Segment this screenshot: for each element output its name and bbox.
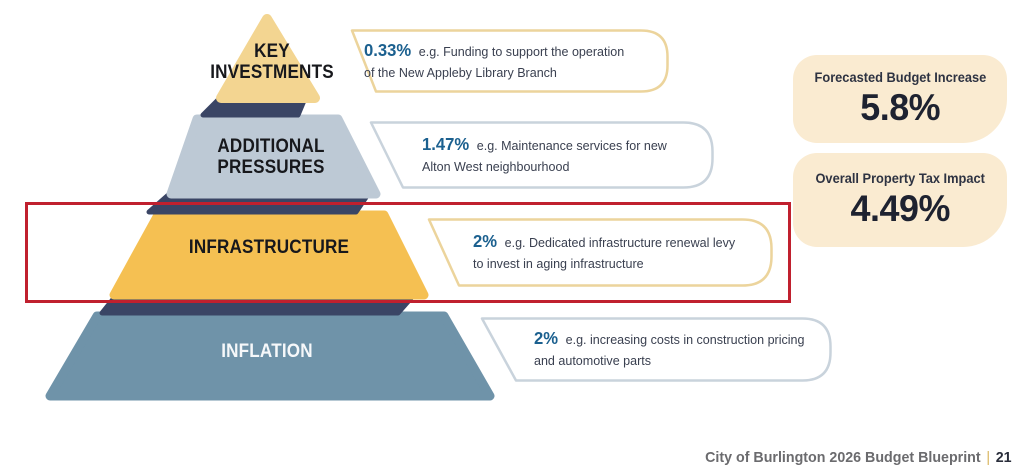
callout-additional-pressures <box>367 121 714 189</box>
callout-line2: and automotive parts <box>534 353 652 368</box>
tier-label-inflation: INFLATION <box>221 341 313 362</box>
callout-line2: of the New Appleby Library Branch <box>364 64 557 80</box>
callout-line1: e.g. Funding to support the operation <box>418 43 625 59</box>
forecasted-budget-increase-box <box>793 55 1007 143</box>
summary-label: Overall Property Tax Impact <box>815 170 985 186</box>
callout-line2: to invest in aging infrastructure <box>473 256 644 271</box>
summary-value: 4.49% <box>850 187 950 229</box>
callout-line1: e.g. increasing costs in construction pricing <box>565 332 805 347</box>
overall-property-tax-impact-box <box>793 153 1007 247</box>
callout-inflation <box>478 317 832 382</box>
summary-label: Forecasted Budget Increase <box>814 69 986 85</box>
callout-key-investments <box>348 29 669 93</box>
callout-pct: 1.47% <box>422 133 470 154</box>
tier-label-infrastructure: INFRASTRUCTURE <box>188 237 350 258</box>
callout-pct: 0.33% <box>364 39 412 60</box>
callout-line1: e.g. Maintenance services for new <box>476 137 667 153</box>
page-footer <box>706 449 1012 466</box>
page-number: 21 <box>996 449 1012 466</box>
callout-line1: e.g. Dedicated infrastructure renewal levy <box>504 235 736 250</box>
callout-line2: Alton West neighbourhood <box>422 158 570 174</box>
tier-label-key-investments: KEY INVESTMENTS <box>210 41 334 83</box>
callout-pct: 2% <box>473 231 498 251</box>
callout-pct: 2% <box>534 328 559 348</box>
footer-title: City of Burlington 2026 Budget Blueprint <box>705 449 982 466</box>
tier-label-additional-pressures: ADDITIONAL PRESSURES <box>217 136 325 178</box>
footer-divider: | <box>986 449 991 466</box>
summary-value: 5.8% <box>860 86 940 128</box>
callout-infrastructure <box>425 218 773 287</box>
